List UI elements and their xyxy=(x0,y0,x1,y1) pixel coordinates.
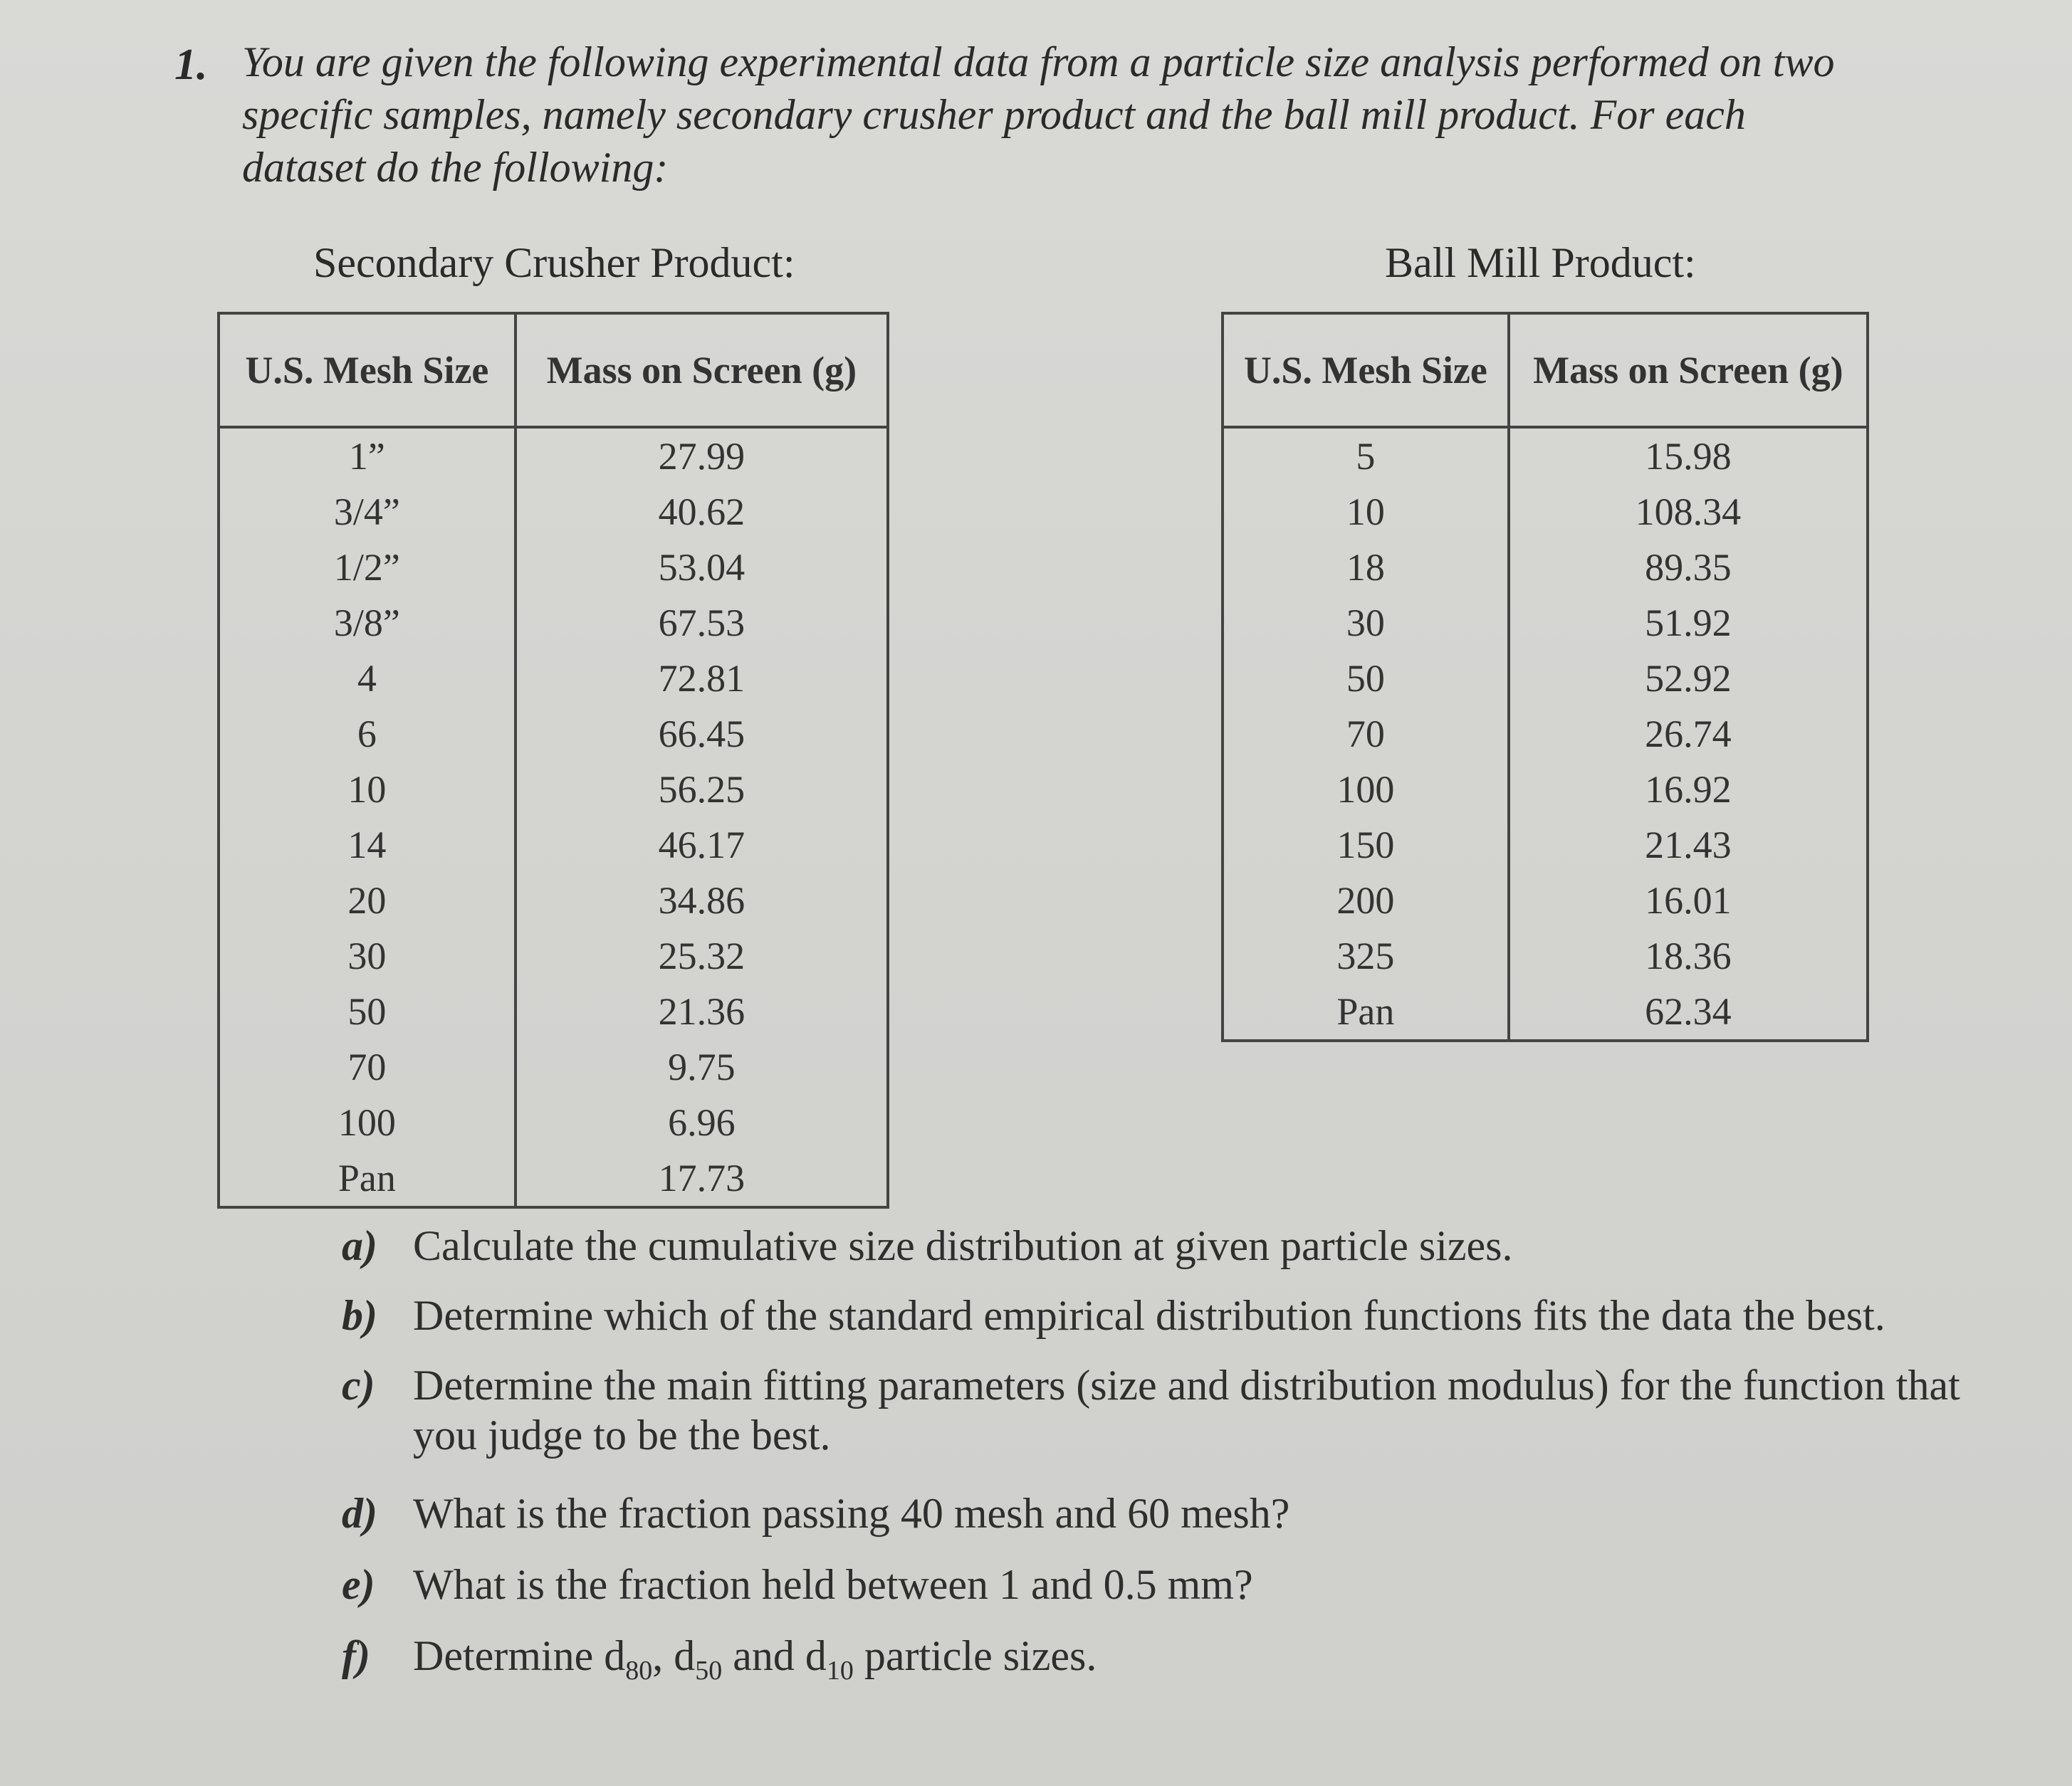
task-marker: e) xyxy=(342,1561,375,1608)
mass-header: Mass on Screen (g) xyxy=(516,313,888,427)
mass-cell: 27.99 xyxy=(658,435,745,478)
mesh-size-cell: 20 xyxy=(219,873,516,928)
mass-cell: 26.74 xyxy=(1645,713,1732,755)
mesh-size-cell: 18 xyxy=(1223,540,1509,595)
mass-cell: 6.96 xyxy=(668,1101,736,1144)
task-marker: a) xyxy=(342,1222,377,1269)
mesh-size-cell: 4 xyxy=(219,651,516,706)
mesh-size-cell: 325 xyxy=(1223,928,1509,984)
mass-cell: 53.04 xyxy=(658,546,745,589)
mass-header: Mass on Screen (g) xyxy=(1509,313,1868,427)
table-row xyxy=(219,540,888,595)
table-row xyxy=(219,984,888,1039)
mesh-size-cell: 150 xyxy=(1223,817,1509,873)
table-row xyxy=(1223,817,1868,873)
task-marker: b) xyxy=(342,1292,377,1339)
table-row xyxy=(1223,762,1868,817)
intro-line: specific samples, namely secondary crusher product and the ball mill product. For each xyxy=(242,91,1746,138)
table-row xyxy=(1223,427,1868,484)
table-row xyxy=(1223,540,1868,595)
crusher-table-body xyxy=(219,427,888,1207)
table-row xyxy=(219,928,888,984)
mesh-size-cell: Pan xyxy=(219,1150,516,1207)
mesh-size-cell: 70 xyxy=(1223,706,1509,762)
table-row xyxy=(219,427,888,484)
table-row xyxy=(219,484,888,540)
table-row xyxy=(1223,706,1868,762)
crusher-data-table xyxy=(217,312,889,1209)
task-list xyxy=(342,1221,1979,1696)
intro-line: You are given the following experimental data from a particle size analysis performed on two xyxy=(242,38,1835,85)
mesh-size-cell: 30 xyxy=(1223,595,1509,651)
table-row xyxy=(219,873,888,928)
mass-cell: 16.01 xyxy=(1645,879,1732,922)
task-item-c xyxy=(342,1360,1979,1460)
mesh-size-cell: 100 xyxy=(219,1095,516,1150)
mass-cell: 34.86 xyxy=(658,879,745,922)
task-item-b xyxy=(342,1291,1979,1340)
mass-cell: 72.81 xyxy=(658,657,745,700)
mass-cell: 89.35 xyxy=(1645,546,1732,589)
mass-cell: 66.45 xyxy=(658,713,745,755)
mesh-size-cell: 1” xyxy=(219,427,516,484)
table-row xyxy=(1223,873,1868,928)
table-row xyxy=(219,817,888,873)
task-text: Calculate the cumulative size distribution at given particle sizes. xyxy=(413,1222,1513,1269)
table-row xyxy=(1223,484,1868,540)
mesh-size-cell: 100 xyxy=(1223,762,1509,817)
mesh-size-cell: Pan xyxy=(1223,984,1509,1041)
table-row xyxy=(1223,984,1868,1041)
mass-cell: 62.34 xyxy=(1645,990,1732,1033)
crusher-table-title: Secondary Crusher Product: xyxy=(313,239,795,286)
mass-cell: 25.32 xyxy=(658,935,745,977)
mesh-size-cell: 10 xyxy=(1223,484,1509,540)
mass-cell: 40.62 xyxy=(658,490,745,533)
mass-cell: 18.36 xyxy=(1645,935,1732,977)
table-header-row xyxy=(219,313,888,427)
table-header-row xyxy=(1223,313,1868,427)
table-row xyxy=(219,1150,888,1207)
mass-cell: 21.36 xyxy=(658,990,745,1033)
table-row xyxy=(219,1095,888,1150)
mesh-size-header: U.S. Mesh Size xyxy=(1223,313,1509,427)
mesh-size-cell: 14 xyxy=(219,817,516,873)
table-row xyxy=(219,595,888,651)
mesh-size-header: U.S. Mesh Size xyxy=(219,313,516,427)
task-item-a xyxy=(342,1221,1979,1271)
table-row xyxy=(1223,651,1868,706)
table-row xyxy=(219,706,888,762)
mass-cell: 52.92 xyxy=(1645,657,1732,700)
question-number: 1. xyxy=(174,41,208,89)
task-item-e xyxy=(342,1560,1979,1609)
mill-data-table xyxy=(1221,312,1869,1042)
task-marker: d) xyxy=(342,1490,377,1537)
mass-cell: 9.75 xyxy=(668,1046,736,1088)
task-marker: c) xyxy=(342,1362,375,1409)
mesh-size-cell: 50 xyxy=(219,984,516,1039)
mass-cell: 46.17 xyxy=(658,824,745,866)
mass-cell: 15.98 xyxy=(1645,435,1732,478)
task-text: Determine $d_{80}$, $d_{50}$ and $d_{10}$ particle sizes. xyxy=(413,1632,1097,1686)
mesh-size-cell: 30 xyxy=(219,928,516,984)
task-text: What is the fraction held between 1 and 0.5 mm? xyxy=(413,1561,1253,1608)
task-item-f xyxy=(342,1631,1979,1696)
mesh-size-cell: 200 xyxy=(1223,873,1509,928)
mass-cell: 108.34 xyxy=(1635,490,1742,533)
mesh-size-cell: 50 xyxy=(1223,651,1509,706)
task-item-d xyxy=(342,1488,1979,1538)
mill-table-body xyxy=(1223,427,1868,1041)
mass-cell: 16.92 xyxy=(1645,768,1732,811)
intro-line: dataset do the following: xyxy=(242,144,669,191)
task-text: What is the fraction passing 40 mesh and 60 mesh? xyxy=(413,1490,1290,1537)
mesh-size-cell: 1/2” xyxy=(219,540,516,595)
mesh-size-cell: 70 xyxy=(219,1039,516,1095)
mesh-size-cell: 10 xyxy=(219,762,516,817)
table-row xyxy=(1223,595,1868,651)
mesh-size-cell: 6 xyxy=(219,706,516,762)
mesh-size-cell: 3/8” xyxy=(219,595,516,651)
mass-cell: 21.43 xyxy=(1645,824,1732,866)
mill-table-title: Ball Mill Product: xyxy=(1385,239,1696,286)
table-row xyxy=(1223,928,1868,984)
mesh-size-cell: 3/4” xyxy=(219,484,516,540)
task-text: Determine the main fitting parameters (size and distribution modulus) for the function that you judge to be the best. xyxy=(413,1362,1960,1459)
mass-cell: 56.25 xyxy=(658,768,745,811)
task-marker: f) xyxy=(342,1632,370,1679)
mass-cell: 51.92 xyxy=(1645,602,1732,644)
mass-cell: 67.53 xyxy=(658,602,745,644)
mesh-size-cell: 5 xyxy=(1223,427,1509,484)
table-row xyxy=(219,651,888,706)
question-intro xyxy=(242,36,1922,194)
task-text: Determine which of the standard empirical distribution functions fits the data the best. xyxy=(413,1292,1885,1339)
table-row xyxy=(219,762,888,817)
table-row xyxy=(219,1039,888,1095)
mass-cell: 17.73 xyxy=(658,1157,745,1199)
